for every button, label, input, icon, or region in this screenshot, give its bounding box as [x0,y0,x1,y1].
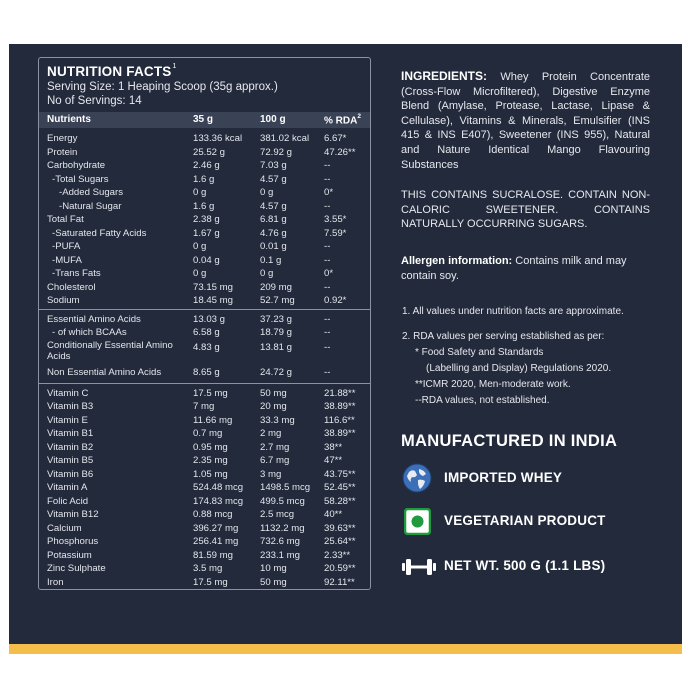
note-2: 2. RDA values per serving established as per: [402,331,605,342]
table-row [39,228,370,241]
value-35g: 1.05 mg [193,469,228,480]
value-100g: 10 mg [260,563,287,574]
feature-net-weight: NET WT. 500 G (1.1 LBS) [444,558,606,573]
table-row [39,496,370,509]
value-35g: 524.48 mcg [193,482,244,493]
nutrient-name: Vitamin B1 [47,428,94,439]
nutrient-name: Iron [47,577,64,588]
table-row [39,367,370,380]
table-row [39,455,370,468]
nutrient-name: Vitamin B6 [47,469,94,480]
manufactured-in-india: MANUFACTURED IN INDIA [401,432,618,450]
value-100g: 0 g [260,268,274,279]
value-100g: 50 mg [260,577,287,588]
value-100g: 50 mg [260,388,287,399]
nutrient-name: -MUFA [52,255,82,266]
table-row [39,201,370,214]
value-rda: -- [324,241,331,252]
value-35g: 17.5 mg [193,577,228,588]
value-100g: 6.81 g [260,214,287,225]
value-100g: 209 mg [260,282,292,293]
note-icmr: **ICMR 2020, Men-moderate work. [415,379,571,390]
value-100g: 37.23 g [260,314,293,325]
value-35g: 8.65 g [193,367,220,378]
value-35g: 0 g [193,187,207,198]
value-rda: 39.63** [324,523,356,534]
value-rda: 52.45** [324,482,356,493]
value-rda: -- [324,342,331,353]
value-rda: 7.59* [324,228,347,239]
table-row [39,415,370,428]
value-35g: 7 mg [193,401,215,412]
table-row [39,469,370,482]
table-row [39,523,370,536]
value-100g: 2.5 mcg [260,509,295,520]
value-35g: 18.45 mg [193,295,234,306]
value-35g: 0.7 mg [193,428,223,439]
note-rda: --RDA values, not established. [415,395,550,406]
table-row [39,536,370,549]
value-35g: 11.66 mg [193,415,233,426]
nutrient-name: Protein [47,147,78,158]
value-rda: -- [324,255,331,266]
value-rda: -- [324,160,331,171]
value-rda: -- [324,327,331,338]
nutrient-name: Essential Amino Acids [47,314,141,325]
nutrient-name: Phosphorus [47,536,99,547]
header-nutrients: Nutrients [47,114,91,125]
nutrition-title: NUTRITION FACTS$^1$ [47,63,177,79]
nutrient-name: Conditionally Essential Amino Acids [47,340,173,362]
globe-icon [402,463,432,493]
dumbbell-icon [402,557,436,577]
nutrient-name: Total Fat [47,214,84,225]
nutrient-name: -Trans Fats [52,268,101,279]
value-35g: 0.04 g [193,255,220,266]
feature-imported-whey: IMPORTED WHEY [444,470,563,485]
value-rda: 92.11** [324,577,355,588]
table-row [39,241,370,254]
nutrient-name: Zinc Sulphate [47,563,106,574]
value-100g: 4.76 g [260,228,287,239]
section-divider [39,383,370,384]
value-35g: 0 g [193,268,207,279]
table-row [39,442,370,455]
value-35g: 81.59 mg [193,550,234,561]
table-row [39,255,370,268]
header-rda: % RDA$^2$ [324,113,361,127]
veg-mark-icon [404,508,431,535]
table-row [39,563,370,576]
value-rda: 43.75** [324,469,356,480]
table-header [39,112,370,128]
value-rda: 0* [324,187,334,198]
value-rda: 21.88** [324,388,356,399]
nutrient-name: -Total Sugars [52,174,109,185]
sucralose-statement: THIS CONTAINS SUCRALOSE. CONTAIN NON-CALORIC SWEETENER. CONTAINS NATURALLY OCCURRING SUGARS. [401,189,650,231]
value-100g: 1132.2 mg [260,523,305,534]
nutrient-name: -Natural Sugar [59,201,122,212]
value-rda: 38.89** [324,401,356,412]
value-35g: 0 g [193,241,207,252]
value-100g: 33.3 mg [260,415,295,426]
allergen-info: Allergen information: Contains milk and may contain soy. [401,255,627,282]
value-100g: 0 g [260,187,274,198]
nutrient-name: Calcium [47,523,82,534]
table-row [39,187,370,200]
value-rda: 2.33** [324,550,351,561]
nutrient-name: Vitamin C [47,388,89,399]
value-100g: 381.02 kcal [260,133,310,144]
value-35g: 174.83 mcg [193,496,244,507]
nutrient-name: Vitamin B12 [47,509,99,520]
nutrient-name: -Added Sugars [59,187,123,198]
nutrient-name: Sodium [47,295,80,306]
value-rda: -- [324,174,331,185]
table-row [39,174,370,187]
value-rda: -- [324,282,331,293]
nutrient-name: Cholesterol [47,282,96,293]
nutrient-name: Vitamin B5 [47,455,94,466]
table-row [39,341,370,365]
table-row [39,388,370,401]
value-rda: 0.92* [324,295,347,306]
value-100g: 20 mg [260,401,287,412]
nutrient-name: Non Essential Amino Acids [47,367,162,378]
table-row [39,160,370,173]
value-35g: 25.52 g [193,147,226,158]
value-100g: 2 mg [260,428,282,439]
value-rda: 47** [324,455,343,466]
nutrient-name: Vitamin B3 [47,401,94,412]
value-rda: -- [324,314,331,325]
note-1: 1. All values under nutrition facts are approximate. [402,306,624,317]
table-row [39,214,370,227]
ingredients-text: INGREDIENTS: Whey Protein Concentrate (Cross-Flow Microfiltered), Digestive Enzyme Blend (Amylase, Protease, Lactase, Lipase & Cellulase), Vitamins & Minerals, Emulsifier (INS 415 & INS E407), Sweetener (INS 955), Natural and Nature Identical Mango Flavouring Substances [401,69,650,171]
header-100g: 100 g [260,114,286,125]
value-rda: 6.67* [324,133,347,144]
value-100g: 3 mg [260,469,282,480]
value-rda: 38.89** [324,428,356,439]
value-rda: 25.64** [324,536,356,547]
table-row [39,147,370,160]
table-row [39,577,370,590]
value-rda: 0* [324,268,334,279]
value-100g: 1498.5 mcg [260,482,311,493]
value-100g: 4.57 g [260,174,287,185]
nutrient-name: Vitamin A [47,482,88,493]
value-100g: 7.03 g [260,160,287,171]
value-100g: 4.57 g [260,201,287,212]
nutrient-name: Vitamin E [47,415,88,426]
table-row [39,509,370,522]
value-35g: 13.03 g [193,314,226,325]
servings-count: No of Servings: 14 [47,95,142,107]
value-35g: 1.67 g [193,228,220,239]
value-35g: 17.5 mg [193,388,228,399]
table-row [39,295,370,308]
value-35g: 1.6 g [193,201,215,212]
nutrient-name: -PUFA [52,241,81,252]
value-35g: 0.95 mg [193,442,228,453]
table-row [39,314,370,327]
value-100g: 499.5 mcg [260,496,305,507]
nutrient-name: Folic Acid [47,496,89,507]
table-row [39,401,370,414]
value-100g: 0.01 g [260,241,287,252]
table-row [39,482,370,495]
value-35g: 3.5 mg [193,563,223,574]
value-rda: -- [324,367,331,378]
value-100g: 18.79 g [260,327,293,338]
value-35g: 256.41 mg [193,536,239,547]
note-fssai: * Food Safety and Standards [415,347,544,358]
value-rda: 47.26** [324,147,356,158]
value-35g: 4.83 g [193,342,220,353]
nutrient-name: - of which BCAAs [52,327,127,338]
value-rda: 116.6** [324,415,355,426]
value-35g: 1.6 g [193,174,215,185]
nutrient-name: Potassium [47,550,92,561]
nutrient-name: Vitamin B2 [47,442,94,453]
table-row [39,327,370,340]
serving-size: Serving Size: 1 Heaping Scoop (35g approx.) [47,81,278,93]
value-100g: 2.7 mg [260,442,290,453]
nutrition-facts-table [38,57,371,590]
value-100g: 13.81 g [260,342,293,353]
nutrient-name: Carbohydrate [47,160,106,171]
value-rda: -- [324,201,331,212]
nutrient-name: Energy [47,133,78,144]
table-row [39,428,370,441]
value-100g: 6.7 mg [260,455,290,466]
table-row [39,550,370,563]
value-35g: 396.27 mg [193,523,239,534]
value-100g: 24.72 g [260,367,293,378]
note-regulations: (Labelling and Display) Regulations 2020. [426,363,612,374]
table-row [39,133,370,146]
value-100g: 0.1 g [260,255,282,266]
value-rda: 3.55* [324,214,347,225]
header-35g: 35 g [193,114,214,125]
accent-stripe [9,644,682,654]
value-100g: 72.92 g [260,147,293,158]
value-100g: 52.7 mg [260,295,295,306]
value-rda: 58.28** [324,496,356,507]
value-35g: 133.36 kcal [193,133,243,144]
value-35g: 2.46 g [193,160,220,171]
value-rda: 38** [324,442,343,453]
value-100g: 233.1 mg [260,550,301,561]
table-row [39,282,370,295]
value-35g: 73.15 mg [193,282,234,293]
value-35g: 0.88 mcg [193,509,233,520]
value-rda: 40** [324,509,343,520]
value-35g: 2.35 mg [193,455,228,466]
feature-vegetarian: VEGETARIAN PRODUCT [444,513,606,528]
nutrient-name: -Saturated Fatty Acids [52,228,147,239]
section-divider [39,309,370,310]
value-35g: 2.38 g [193,214,220,225]
value-100g: 732.6 mg [260,536,301,547]
table-row [39,268,370,281]
value-35g: 6.58 g [193,327,220,338]
value-rda: 20.59** [324,563,356,574]
